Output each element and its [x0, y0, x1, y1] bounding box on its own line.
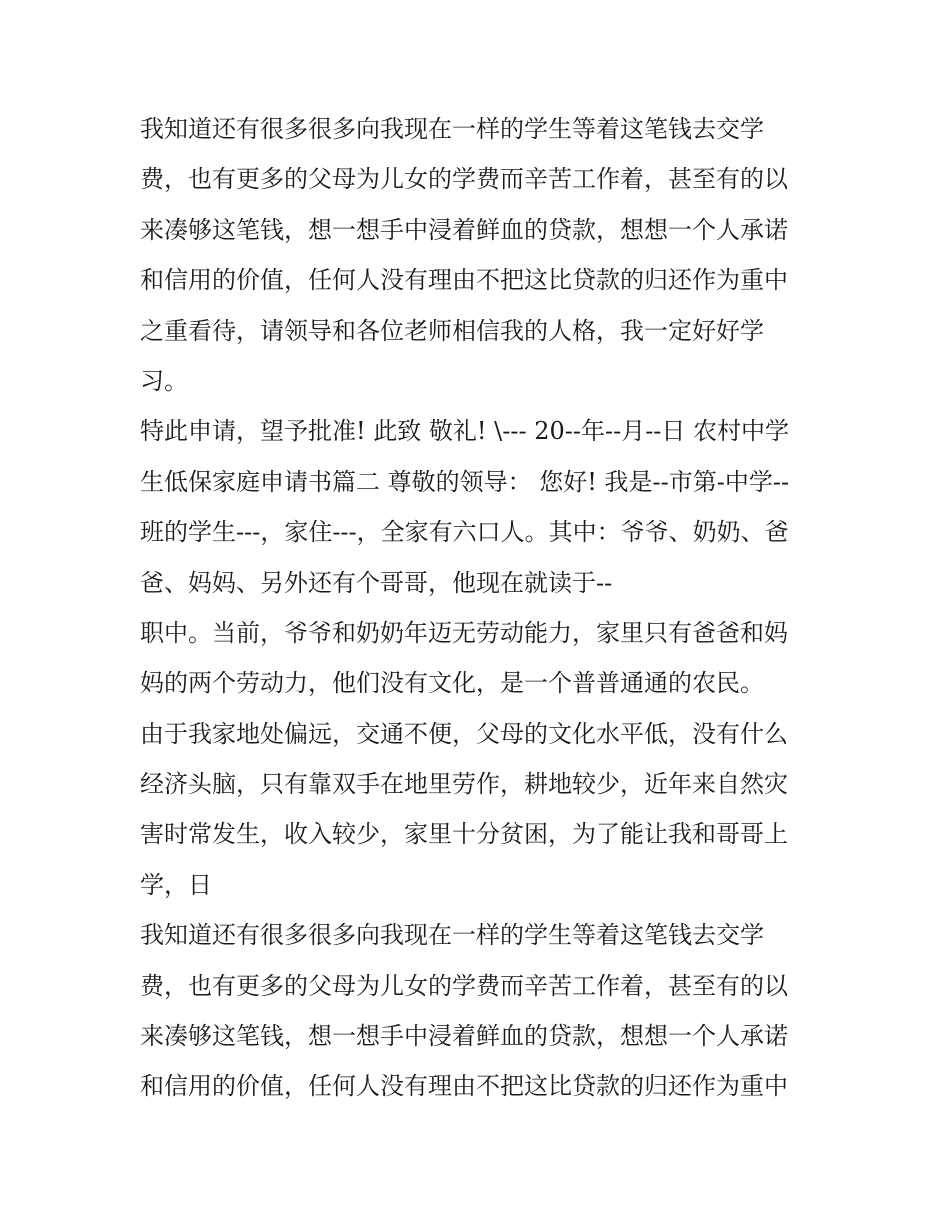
text-line-11: 职中。当前，爷爷和奶奶年迈无劳动能力，家里只有爸爸和妈 [140, 618, 788, 647]
text-line-15: 害时常发生，收入较少，家里十分贫困，为了能让我和哥哥上 [140, 820, 788, 849]
text-line-6: 习。 [140, 366, 188, 395]
text-line-7: 特此申请，望予批准! 此致 敬礼! \--- 20--年--月--日 农村中学 [140, 417, 790, 446]
text-line-12: 妈的两个劳动力，他们没有文化，是一个普普通通的农民。 [140, 669, 764, 698]
document-body [140, 104, 820, 1112]
text-line-9: 班的学生---，家住---，全家有六口人。其中：爷爷、奶奶、爸 [140, 518, 789, 547]
text-line-17: 我知道还有很多很多向我现在一样的学生等着这笔钱去交学 [140, 921, 764, 950]
text-line-3: 来凑够这笔钱，想一想手中浸着鲜血的贷款，想想一个人承诺 [140, 215, 788, 244]
text-line-10: 爸、妈妈、另外还有个哥哥，他现在就读于-- [140, 568, 613, 597]
text-line-1: 我知道还有很多很多向我现在一样的学生等着这笔钱去交学 [140, 115, 764, 143]
text-line-5: 之重看待，请领导和各位老师相信我的人格，我一定好好学 [140, 316, 764, 345]
text-line-19: 来凑够这笔钱，想一想手中浸着鲜血的贷款，想想一个人承诺 [140, 1022, 788, 1051]
text-line-20: 和信用的价值，任何人没有理由不把这比贷款的归还作为重中 [140, 1072, 788, 1101]
text-line-2: 费，也有更多的父母为儿女的学费而辛苦工作着，甚至有的以 [140, 165, 788, 194]
text-line-4: 和信用的价值，任何人没有理由不把这比贷款的归还作为重中 [140, 266, 788, 295]
text-line-8: 生低保家庭申请书篇二 尊敬的领导： 您好! 我是--市第-中学-- [140, 467, 790, 496]
text-line-18: 费，也有更多的父母为儿女的学费而辛苦工作着，甚至有的以 [140, 971, 788, 1000]
text-line-13: 由于我家地处偏远，交通不便，父母的文化水平低，没有什么 [140, 719, 788, 748]
text-line-14: 经济头脑，只有靠双手在地里劳作，耕地较少，近年来自然灾 [140, 770, 788, 799]
text-line-16: 学，日 [140, 870, 212, 899]
